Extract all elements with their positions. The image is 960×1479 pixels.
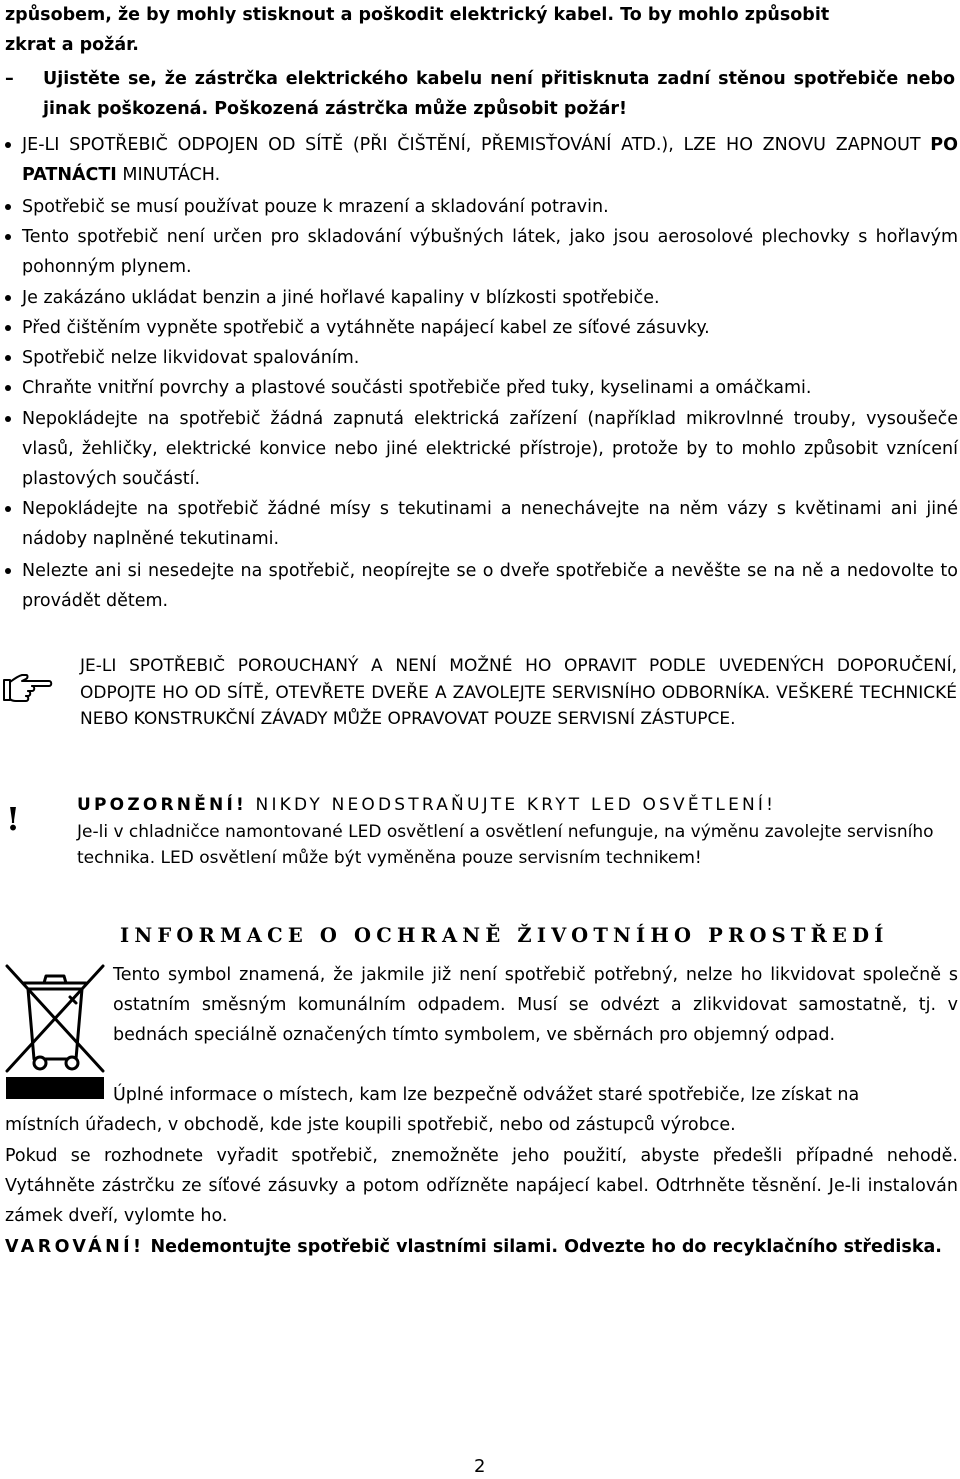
dash-mark: – xyxy=(5,69,14,89)
crossed-out-wheelie-bin-icon xyxy=(4,963,106,1101)
intro-line-2: zkrat a požár. xyxy=(5,35,139,55)
pointing-hand-icon xyxy=(2,670,54,708)
environment-paragraph-3: Pokud se rozhodnete vyřadit spotřebič, znemožněte jeho použití, abyste předešli případné nehodě. Vytáhněte zástrčku ze síťové zásuvky a potom odřízněte napájecí kabel. Odtrhněte těsnění. Je-li instalován zámek dveří, vylomte ho. xyxy=(5,1146,958,1226)
bullet-item-1-emphasis: PO PATNÁCTI xyxy=(22,135,958,185)
exclamation-icon: ! xyxy=(6,800,21,838)
bullet-dot-icon xyxy=(5,325,11,331)
led-warning-title: NIKDY NEODSTRAŇUJTE KRYT LED OSVĚTLENÍ! xyxy=(246,795,777,815)
final-warning-text: Nedemontujte spotřebič vlastními silami. Odvezte ho do recyklačního střediska. xyxy=(144,1237,942,1257)
bullet-dot-icon xyxy=(5,234,11,240)
page-number: 2 xyxy=(474,1456,486,1477)
environment-paragraph-1: Tento symbol znamená, že jakmile již není spotřebič potřebný, nelze ho likvidovat společně s ostatním směsným komunálním odpadem. Musí se odvézt a zlikvidovat samostatně, tj. v bednách speciálně označených tímto symbolem, ve sběrnách pro objemný odpad. xyxy=(113,965,958,1045)
bullet-dot-icon xyxy=(5,506,11,512)
led-warning xyxy=(77,792,947,872)
bullet-item-3-text: Tento spotřebič není určen pro skladování výbušných látek, jako jsou aerosolové plechovky s hořlavým pohonným plynem. xyxy=(22,227,958,277)
led-warning-text: Je-li v chladničce namontované LED osvětlení a osvětlení nefunguje, na výměnu zavolejte servisního technika. LED osvětlení může být vyměněna pouze servisním technikem! xyxy=(77,821,934,868)
bullet-dot-icon xyxy=(5,295,11,301)
bullet-dot-icon xyxy=(5,385,11,391)
bullet-item-7-text: Chraňte vnitřní povrchy a plastové součásti spotřebiče před tuky, kyselinami a omáčkami. xyxy=(22,378,812,398)
bullet-item-8-text: Nepokládejte na spotřebič žádná zapnutá elektrická zařízení (například mikrovlnné trouby, vysoušeče vlasů, žehličky, elektrické konvice nebo jiné elektrické přístroje), protože by to mohlo způsobit vznícení plastových součástí. xyxy=(22,409,958,489)
bullet-item-6-text: Spotřebič nelze likvidovat spalováním. xyxy=(22,348,360,368)
bullet-item-9-text: Nepokládejte na spotřebič žádné mísy s tekutinami a nenechávejte na něm vázy s květinami ani jiné nádoby naplněné tekutinami. xyxy=(22,499,958,549)
final-warning xyxy=(5,1232,958,1262)
bullet-dot-icon xyxy=(5,142,11,148)
bullet-item-1-text: JE-LI SPOTŘEBIČ ODPOJEN OD SÍTĚ (PŘI ČIŠTĚNÍ, PŘEMISŤOVÁNÍ ATD.), LZE HO ZNOVU ZAPNOUT PO PATNÁCTI MINUTÁCH. xyxy=(22,135,958,185)
environment-title: INFORMACE O OCHRANĚ ŽIVOTNÍHO PROSTŘEDÍ xyxy=(120,924,889,947)
bullet-dot-icon xyxy=(5,416,11,422)
led-warning-heading xyxy=(77,792,947,819)
environment-paragraph-2-line-2: místních úřadech, v obchodě, kde jste koupili spotřebič, nebo od zástupců výrobce. xyxy=(5,1115,736,1135)
bullet-dot-icon xyxy=(5,568,11,574)
final-warning-label: VAROVÁNÍ! xyxy=(5,1237,145,1257)
bullet-item-2-text: Spotřebič se musí používat pouze k mrazení a skladování potravin. xyxy=(22,197,609,217)
bullet-dot-icon xyxy=(5,355,11,361)
environment-paragraph-2-line-1: Úplné informace o místech, kam lze bezpečně odvážet staré spotřebiče, lze získat na xyxy=(113,1085,860,1105)
bullet-item-10-text: Nelezte ani si nesedejte na spotřebič, neopírejte se o dveře spotřebiče a nevěšte se na ně a nedovolte to provádět dětem. xyxy=(22,561,958,611)
repair-notice: JE-LI SPOTŘEBIČ POROUCHANÝ A NENÍ MOŽNÉ HO OPRAVIT PODLE UVEDENÝCH DOPORUČENÍ, ODPOJTE HO OD SÍTĚ, OTEVŘETE DVEŘE A ZAVOLEJTE SERVISNÍHO ODBORNÍKA. VEŠKERÉ TECHNICKÉ NEBO KONSTRUKČNÍ ZÁVADY MŮŽE OPRAVOVAT POUZE SERVISNÍ ZÁSTUPCE. xyxy=(80,656,957,729)
bullet-item-5-text: Před čištěním vypněte spotřebič a vytáhněte napájecí kabel ze síťové zásuvky. xyxy=(22,318,710,338)
intro-line-1: způsobem, že by mohly stisknout a poškodit elektrický kabel. To by mohlo způsobit xyxy=(5,5,830,25)
led-warning-label: UPOZORNĚNÍ! xyxy=(77,795,247,815)
bullet-item-4-text: Je zakázáno ukládat benzin a jiné hořlavé kapaliny v blízkosti spotřebiče. xyxy=(22,288,660,308)
bullet-dot-icon xyxy=(5,204,11,210)
dash-item-text: Ujistěte se, že zástrčka elektrického kabelu není přitisknuta zadní stěnou spotřebiče nebo jinak poškozená. Poškozená zástrčka může způsobit požár! xyxy=(43,69,955,119)
